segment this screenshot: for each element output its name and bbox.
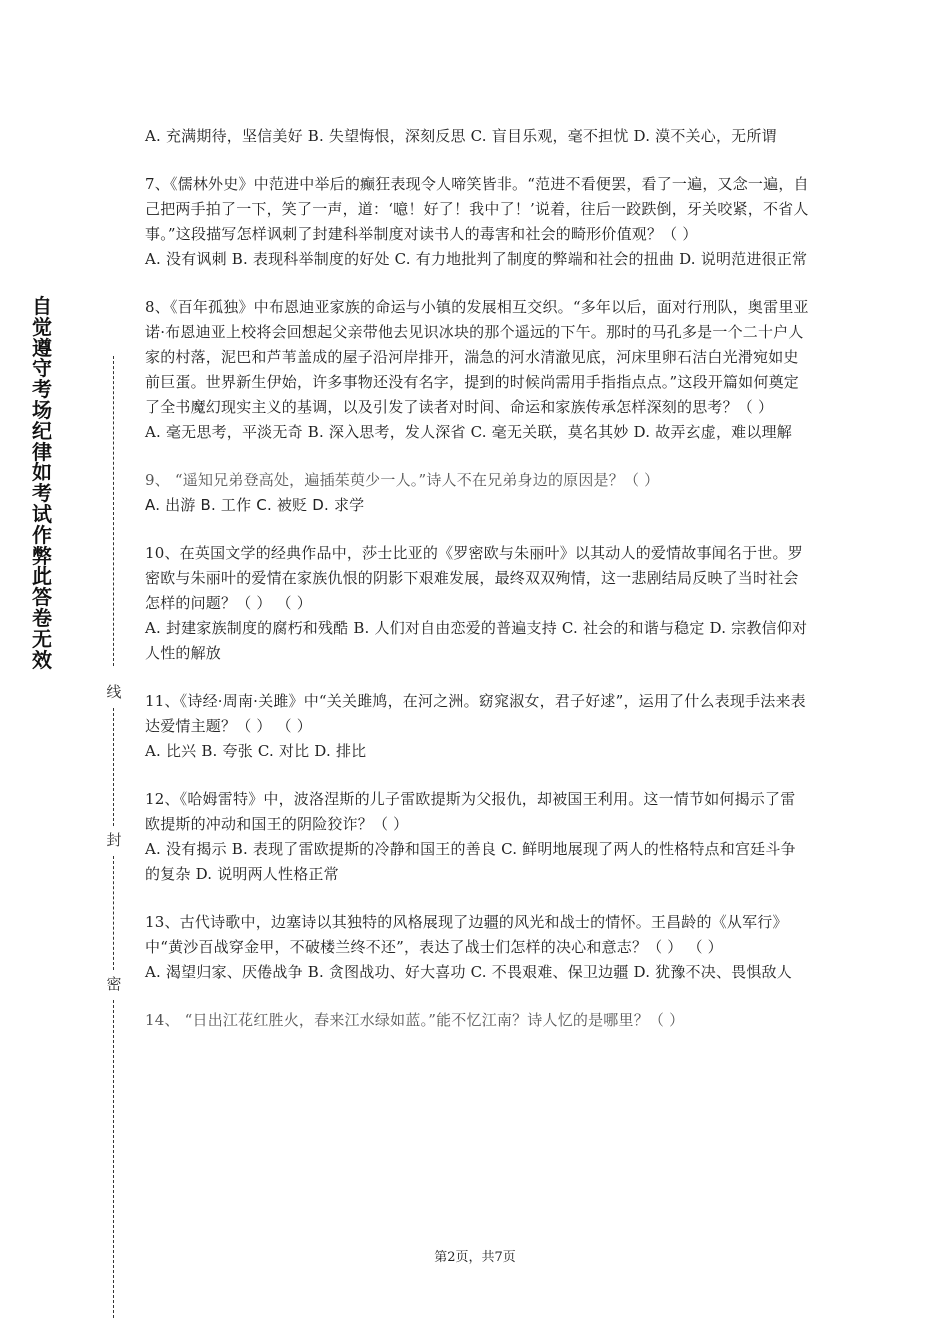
question-stem: 8、《百年孤独》中布恩迪亚家族的命运与小镇的发展相互交织。“多年以后，面对行刑队，奥雷里亚诺·布恩迪亚上校将会回想起父亲带他去见识冰块的那个遥远的下午。那时的马孔多是一个二十户人家的村落，泥巴和芦苇盖成的屋子沿河岸排开，湍急的河水清澈见底，河床里卵石洁白光滑宛如史前巨蛋。世界新生伊始，许多事物还没有名字，提到的时候尚需用手指指点点。”这段开篇如何奠定了全书魔幻现实主义的基调，以及引发了读者对时间、命运和家族传承怎样深刻的思考？（ ） [145, 298, 809, 416]
cut-line-segment [113, 708, 114, 826]
seal-label: 封 [104, 830, 124, 850]
question-stem: 10、在英国文学的经典作品中，莎士比亚的《罗密欧与朱丽叶》以其动人的爱情故事闻名于世。罗密欧与朱丽叶的爱情在家族仇恨的阴影下艰难发展，最终双双殉情，这一悲剧结局反映了当时社会怎样的问题？（ ） （ ） [145, 544, 803, 612]
question-options: A. 没有讽刺 B. 表现科举制度的好处 C. 有力地批判了制度的弊端和社会的扭曲 D. 说明范进很正常 [145, 250, 808, 268]
question-stem: 11、《诗经·周南·关雎》中“关关雎鸠，在河之洲。窈窕淑女，君子好逑”，运用了什么表现手法来表达爱情主题？（ ） （ ） [145, 692, 806, 735]
question-stem: 12、《哈姆雷特》中，波洛涅斯的儿子雷欧提斯为父报仇，却被国王利用。这一情节如何揭示了雷欧提斯的冲动和国王的阴险狡诈？（ ） [145, 790, 796, 833]
question-options: A. 渴望归家、厌倦战争 B. 贪图战功、好大喜功 C. 不畏艰难、保卫边疆 D. 犹豫不决、畏惧敌人 [145, 963, 792, 981]
question-options: A. 毫无思考，平淡无奇 B. 深入思考，发人深省 C. 毫无关联，莫名其妙 D. 故弄玄虚，难以理解 [145, 423, 792, 441]
question-10 [145, 541, 810, 666]
question-options: A. 没有揭示 B. 表现了雷欧提斯的冷静和国王的善良 C. 鲜明地展现了两人的性格特点和宫廷斗争的复杂 D. 说明两人性格正常 [145, 840, 796, 883]
page-number: 第2页，共7页 [434, 1250, 516, 1265]
question-options: A. 封建家族制度的腐朽和残酷 B. 人们对自由恋爱的普遍支持 C. 社会的和谐与稳定 D. 宗教信仰对人性的解放 [145, 619, 808, 662]
question-options: A. 出游 B. 工作 C. 被贬 D. 求学 [145, 496, 365, 514]
cut-line-segment [113, 856, 114, 970]
exam-warning: 自觉遵守考场纪律如考试作弊此答卷无效 [32, 294, 52, 672]
question-list [145, 124, 810, 1033]
question-11 [145, 689, 810, 764]
line-label: 线 [104, 682, 124, 702]
question-stem: 13、古代诗歌中，边塞诗以其独特的风格展现了边疆的风光和战士的情怀。王昌龄的《从军行》中“黄沙百战穿金甲，不破楼兰终不还”，表达了战士们怎样的决心和意志？（ ） （ ） [145, 913, 788, 956]
question-12 [145, 787, 810, 887]
question-options: A. 比兴 B. 夸张 C. 对比 D. 排比 [145, 742, 367, 760]
cut-line-segment [113, 1000, 114, 1318]
question-6-tail [145, 124, 810, 149]
question-7 [145, 172, 810, 272]
question-14 [145, 1008, 810, 1033]
question-13 [145, 910, 810, 985]
cut-line-segment [113, 356, 114, 666]
question-stem: 7、《儒林外史》中范进中举后的癫狂表现令人啼笑皆非。“范进不看便罢，看了一遍，又念一遍，自己把两手拍了一下，笑了一声，道：‘噫！好了！我中了！’说着，往后一跤跌倒，牙关咬紧，不省人事。”这段描写怎样讽刺了封建科举制度对读书人的毒害和社会的畸形价值观？（ ） [145, 175, 809, 243]
question-options: A. 充满期待，坚信美好 B. 失望悔恨，深刻反思 C. 盲目乐观，毫不担忧 D. 漠不关心，无所谓 [145, 127, 777, 145]
question-8 [145, 295, 810, 445]
secret-label: 密 [104, 974, 124, 994]
question-stem: 9、 “遥知兄弟登高处，遍插茱萸少一人。”诗人不在兄弟身边的原因是？（ ） [145, 471, 660, 489]
question-9 [145, 468, 810, 518]
question-stem: 14、 “日出江花红胜火，春来江水绿如蓝。”能不忆江南？诗人忆的是哪里？（ ） [145, 1011, 685, 1029]
